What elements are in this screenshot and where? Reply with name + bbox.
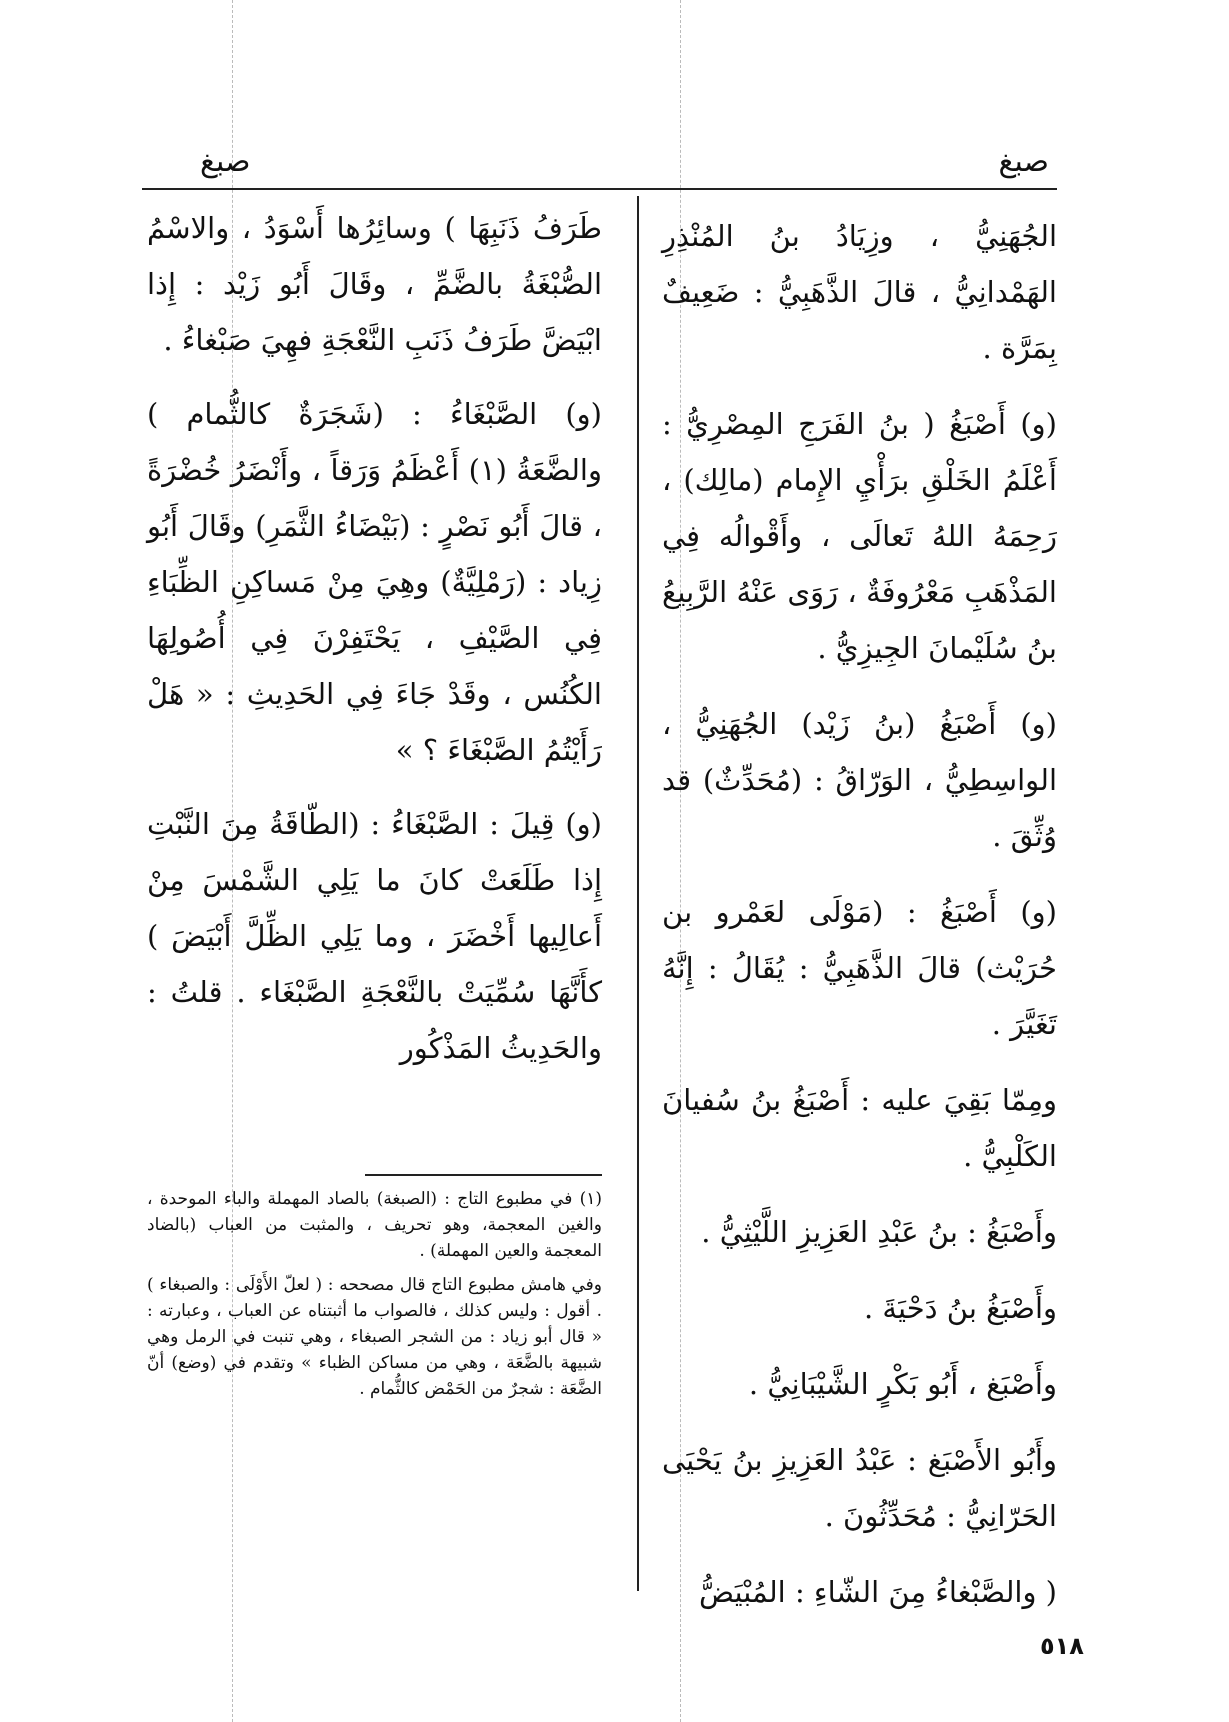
entry-right-10: ( والصَّبْغاءُ مِنَ الشّاءِ : المُبْيَضُّ bbox=[699, 1575, 1057, 1609]
header-word-right: صبغ bbox=[998, 144, 1049, 179]
footnote-rule bbox=[365, 1174, 602, 1176]
entry-right-8: وأَصْبَغ ، أَبُو بَكْرٍ الشَّيْبَانِيُّ . bbox=[748, 1367, 1057, 1401]
header-word-left: صبغ bbox=[200, 144, 251, 179]
page-number: ٥١٨ bbox=[1040, 1632, 1084, 1660]
header-rule bbox=[142, 188, 1057, 190]
right-column bbox=[662, 208, 1057, 1640]
entry-right-9: وأَبُو الأَصْبَغ : عَبْدُ العَزِيزِ بنُ يَحْيَى الحَرّانِيُّ : مُحَدِّثُونَ . bbox=[662, 1443, 1057, 1533]
left-column bbox=[147, 200, 602, 1094]
footnotes bbox=[147, 1186, 602, 1410]
entry-right-1: الجُهَنِيُّ ، وزِيَادُ بنُ المُنْذِرِ الهَمْدانِيُّ ، قالَ الذَّهَبِيُّ : ضَعِيفٌ بِمَرَّة . bbox=[662, 219, 1057, 365]
column-divider bbox=[637, 196, 639, 1591]
entry-right-3: (و) أَصْبَغُ (بنُ زَيْد) الجُهَنِيُّ ، الواسِطِيُّ ، الوَرّاقُ : (مُحَدِّثٌ) قد وُثِّقَ . bbox=[662, 707, 1057, 853]
footnote-1: (١) في مطبوع التاج : (الصبغة) بالصاد المهملة والباء الموحدة ، والغين المعجمة، وهو تحريف ، والمثبت من العباب (بالضاد المعجمة والعين المهملة) . bbox=[147, 1189, 602, 1261]
entry-right-7: وأَصْبَغُ بنُ دَحْيَةَ . bbox=[863, 1291, 1057, 1325]
entry-right-2: (و) أَصْبَغُ ( بنُ الفَرَجِ المِصْرِيُّ : أَعْلَمُ الخَلْقِ برَأْيِ الإِمام (مالِك) ، رَحِمَهُ اللهُ تَعالَى ، وأَقْوالُه فِي المَذْهَبِ مَعْرُوفَةٌ ، رَوَى عَنْهُ الرَّبِيعُ بنُ سُلَيْمانَ الجِيزِيُّ . bbox=[662, 407, 1057, 665]
entry-left-2: (و) الصَّبْغَاءُ : (شَجَرَةٌ كالثُّمام ) والضَّعَةُ (١) أَعْظَمُ وَرَقاً ، وأَنْضَرُ خُضْرَةً ، قالَ أَبُو نَصْرٍ : (بَيْضَاءُ الثَّمَرِ) وقَالَ أَبُو زِياد : (رَمْلِيَّةٌ) وهِيَ مِنْ مَساكِنِ الظِّبَاءِ فِي الصَّيْفِ ، يَحْتَفِرْنَ فِي أُصُولِهَا الكُنُس ، وقَدْ جَاءَ فِي الحَدِيثِ : « هَلْ رَأَيْتُمُ الصَّبْغَاءَ ؟ » bbox=[147, 397, 602, 767]
entry-left-3: (و) قِيلَ : الصَّبْغَاءُ : (الطّاقَةُ مِنَ النَّبْتِ إِذا طَلَعَتْ كانَ ما يَلِي الشَّمْسَ مِنْ أَعالِيها أَخْضَرَ ، وما يَلِي الظِّلَّ أَبْيَضَ ) كأَنَّهَا سُمِّيَتْ بالنَّعْجَةِ الصَّبْغَاء . قلتُ : والحَدِيثُ المَذْكُور bbox=[147, 807, 602, 1065]
entry-left-1: طَرَفُ ذَنَبِهَا ) وسائِرُها أَسْوَدُ ، والاسْمُ الصُّبْغَةُ بالضَّمِّ ، وقَالَ أَبُو زَيْد : إِذا ابْيَضَّ طَرَفُ ذَنَبِ النَّعْجَةِ فهِيَ صَبْغاءُ . bbox=[147, 211, 602, 357]
entry-right-6: وأَصْبَغُ : بنُ عَبْدِ العَزِيزِ اللَّيْثِيُّ . bbox=[701, 1215, 1057, 1249]
entry-right-4: (و) أَصْبَغُ : (مَوْلَى لعَمْرو بن حُرَيْث) قالَ الذَّهَبِيُّ : يُقَالُ : إِنَّهُ تَغَيَّرَ . bbox=[662, 895, 1057, 1041]
entry-right-5: ومِمّا بَقِيَ عليه : أَصْبَغُ بنُ سُفيانَ الكَلْبِيُّ . bbox=[662, 1083, 1057, 1173]
footnote-2: وفي هامش مطبوع التاج قال مصححه : ( لعلّ الأَوْلَى : والصبغاء ) . أقول : وليس كذلك ، فالصواب ما أثبتناه عن العباب ، وعبارته : « قال أبو زياد : من الشجر الصبغاء ، وهي تنبت في الرمل وهي شبيهة بالضَّعَة ، وهي من مساكن الظباء » وتقدم في (وضع) أنّ الضَّعَة : شجرٌ من الحَمْض كالثُّمام . bbox=[147, 1275, 602, 1399]
